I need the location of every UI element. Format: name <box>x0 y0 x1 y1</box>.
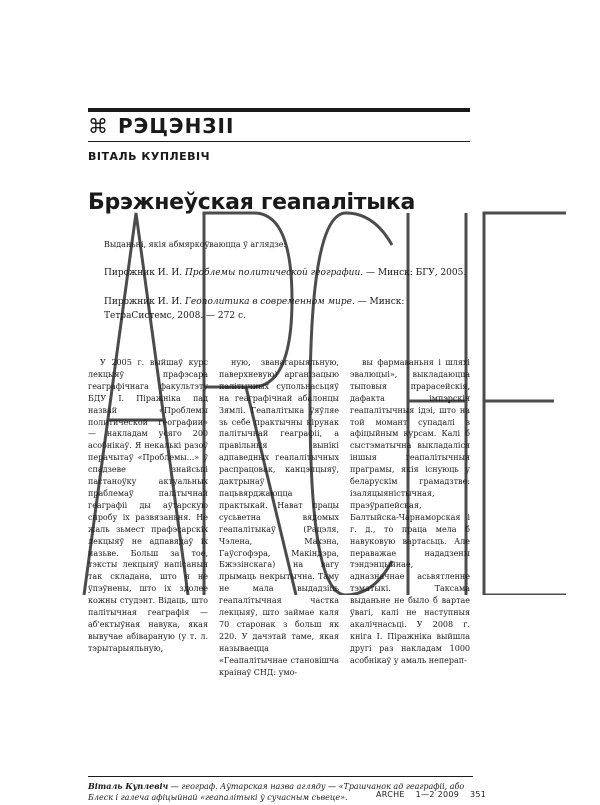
page-folio <box>376 790 494 799</box>
book-author: Пирожник И. И. <box>104 297 183 307</box>
body-column-2 <box>219 357 339 770</box>
header-top-rule <box>88 108 470 112</box>
command-key-icon: ⌘ <box>88 114 108 138</box>
folio-page-number: 351 <box>469 790 487 799</box>
header-sub-rule <box>88 141 470 142</box>
folio-journal: ARCHE <box>376 790 405 799</box>
article-title: Брэжнеўская геапалітыка <box>88 190 415 215</box>
body-column-1 <box>88 357 208 770</box>
book-title: Геополитика в современном мире. <box>184 297 355 307</box>
section-header <box>88 113 234 139</box>
book-reference-2 <box>104 295 474 323</box>
book-reference-1 <box>104 266 474 280</box>
book-title: Проблемы политической географии. <box>184 268 364 278</box>
article-author: ВІТАЛЬ КУПЛЕВІЧ <box>88 150 211 163</box>
book-imprint: — Минск: ТетраСистемс, 2008. — 272 с. <box>104 297 405 321</box>
book-imprint: — Минск: БГУ, 2005. <box>366 268 467 278</box>
footnote-author: Віталь Куплевіч <box>88 781 169 791</box>
footnote-text: — географ. Аўтарская назва агляду — «Трашчанок ад геаграфіі, або Блеск і галеча афіцыйнай «геапалітыкі ў сучасным сьвеце». <box>88 782 465 802</box>
books-intro: Выданьні, якія абмяркоўваюцца ў аглядзе: <box>104 240 287 249</box>
body-column-3 <box>350 357 470 770</box>
body-paragraph: У 2005 г. выйшаў курс лекцыяў прафэсара геаграфічнага факультэту БДУ І. Піражніка пад назвай «Проблемы политической географии» — накладам усяго 200 асобнікаў. Я некалькі разоў перачытаў «Проблемы...» ў спадзеве знайсьці пастаноўку актуальных праблемаў палітычнай геаграфіі ды аўтарскую спробу іх развязаньня. Не жаль зьмест прафэсарскіх лекцыяў не адпавядаў іх назьве. Больш за тое, тэксты лекцыяў напісаныя так складана, што я не ўпэўнены, што іх здолее кожны студэнт. Відаць, што палітычная геаграфія — аб'ектыўная навука, якая вывучае абівараную (у т. л. тэрытарыяльную, <box>88 358 208 653</box>
folio-issue: 1—2 2009 <box>415 790 460 799</box>
body-paragraph: ную, званагарыяльную, паверхневую) арганізацыю палітычных супольнасьцяў на геаграфічнай абалонцы Зямлі. Геапалітыка ўяўляе зь себе практычны кірунак палітычнай геаграфіі, а правільныя вынікі адпаведных геапалітычных распрацовак, канцэпцыяў, дактрынаў пацьвярджаюцца практыкай. Нават працы сусьветна вядомых геапалітыкаў (Рацэля, Чэлена, Махэна, Гаўсгофэра, Макіндэра, Бжэзінскага) на вагу прымаць некрытычна. Таму не мала выдадзіць геапалітычная частка лекцыяў, што займае каля 70 старонак з больш як 220. У дачэтай таме, якая называецца «Геапалітычнае становішча краінаў СНД: умо- <box>219 358 339 677</box>
book-author: Пирожник И. И. <box>104 268 183 278</box>
article-body <box>88 357 473 770</box>
section-title: РЭЦЭНЗІІ <box>118 114 235 138</box>
footnote-rule <box>88 776 473 777</box>
body-paragraph: вы фармаваньня і шляхі эвалюцыі», выкладаюцца тыповыя прарасейскія, дафакта імпэрскія геапалітычныя ідэі, што на той момант супадалі з афіцыйным курсам. Калі б сыстэматычна выкладаліся іншыя геапалітычныя праграмы, якія існуюць у беларускім грамадзтве: ізаляцыяністычная, праэўрапейская, Балтыйска-Чарнаморская і г. д., то праца мела б навуковую вартасьць. Але пераважае нададзены тэндэнцыйнае, адназначнае асьвятленне тэматыкі. Таксама выданьне не было б вартае ўвагі, калі не наступныя акалічнасьці. У 2008 г. кніга І. Піражніка выйшла другі раз накладам 1000 асобнікаў у амаль неперап- <box>350 358 470 665</box>
